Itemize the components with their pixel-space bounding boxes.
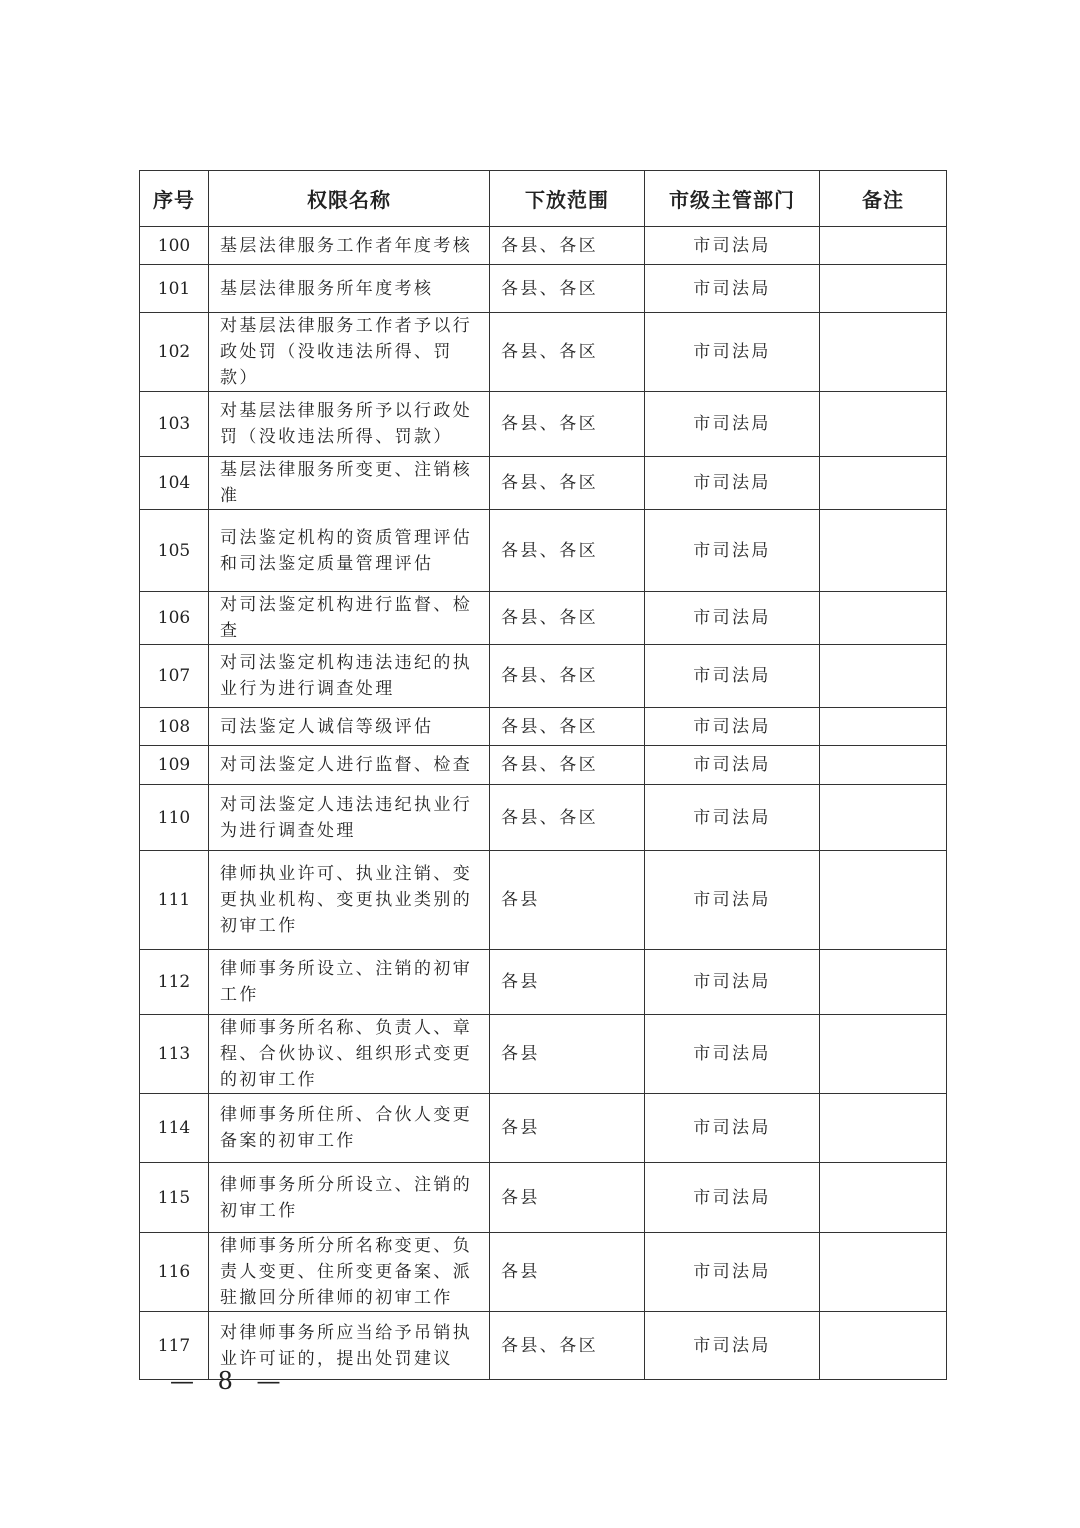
row-number: 109 [140,746,209,785]
header-supervising-department: 市级主管部门 [645,171,820,227]
header-serial-number: 序号 [140,171,209,227]
table-row [140,392,947,457]
row-number: 103 [140,392,209,457]
authority-name: 基层法律服务所年度考核 [209,265,490,313]
authority-name: 对司法鉴定人进行监督、检查 [209,746,490,785]
row-number: 115 [140,1163,209,1233]
delegation-scope: 各县 [490,851,645,950]
supervising-department: 市司法局 [645,1094,820,1163]
table-row [140,457,947,510]
table-row [140,592,947,645]
row-number: 116 [140,1233,209,1312]
table-row [140,645,947,708]
delegation-scope: 各县 [490,1015,645,1094]
row-number: 107 [140,645,209,708]
supervising-department: 市司法局 [645,592,820,645]
remarks [820,1233,947,1312]
remarks [820,785,947,851]
table-row [140,1015,947,1094]
remarks [820,851,947,950]
header-remarks: 备注 [820,171,947,227]
remarks [820,510,947,592]
supervising-department: 市司法局 [645,1312,820,1380]
table-row [140,851,947,950]
delegation-scope: 各县、各区 [490,645,645,708]
row-number: 113 [140,1015,209,1094]
delegation-scope: 各县 [490,950,645,1015]
remarks [820,457,947,510]
authority-name: 律师执业许可、执业注销、变更执业机构、变更执业类别的初审工作 [209,851,490,950]
table-row [140,1163,947,1233]
authority-table [139,170,947,1380]
row-number: 105 [140,510,209,592]
remarks [820,1015,947,1094]
authority-name: 律师事务所分所设立、注销的初审工作 [209,1163,490,1233]
authority-name: 对基层法律服务工作者予以行政处罚（没收违法所得、罚款） [209,313,490,392]
header-authority-name: 权限名称 [209,171,490,227]
authority-name: 律师事务所住所、合伙人变更备案的初审工作 [209,1094,490,1163]
supervising-department: 市司法局 [645,708,820,746]
remarks [820,392,947,457]
table-row [140,227,947,265]
supervising-department: 市司法局 [645,227,820,265]
row-number: 108 [140,708,209,746]
supervising-department: 市司法局 [645,645,820,708]
supervising-department: 市司法局 [645,265,820,313]
supervising-department: 市司法局 [645,457,820,510]
delegation-scope: 各县、各区 [490,457,645,510]
table-row [140,1233,947,1312]
delegation-scope: 各县、各区 [490,592,645,645]
authority-name: 律师事务所分所名称变更、负责人变更、住所变更备案、派驻撤回分所律师的初审工作 [209,1233,490,1312]
header-delegation-scope: 下放范围 [490,171,645,227]
supervising-department: 市司法局 [645,1163,820,1233]
page-number: — 8 — [170,1367,289,1395]
row-number: 110 [140,785,209,851]
remarks [820,592,947,645]
row-number: 102 [140,313,209,392]
table-row [140,785,947,851]
authority-name: 律师事务所设立、注销的初审工作 [209,950,490,1015]
delegation-scope: 各县、各区 [490,392,645,457]
delegation-scope: 各县 [490,1233,645,1312]
remarks [820,746,947,785]
row-number: 104 [140,457,209,510]
row-number: 117 [140,1312,209,1380]
row-number: 100 [140,227,209,265]
table-row [140,746,947,785]
remarks [820,1094,947,1163]
authority-name: 对司法鉴定人违法违纪执业行为进行调查处理 [209,785,490,851]
supervising-department: 市司法局 [645,313,820,392]
delegation-scope: 各县、各区 [490,313,645,392]
delegation-scope: 各县、各区 [490,227,645,265]
remarks [820,645,947,708]
delegation-scope: 各县、各区 [490,785,645,851]
supervising-department: 市司法局 [645,851,820,950]
authority-name: 律师事务所名称、负责人、章程、合伙协议、组织形式变更的初审工作 [209,1015,490,1094]
delegation-scope: 各县、各区 [490,510,645,592]
authority-name: 对司法鉴定机构进行监督、检查 [209,592,490,645]
remarks [820,950,947,1015]
table-row [140,510,947,592]
table-row [140,265,947,313]
authority-name: 司法鉴定人诚信等级评估 [209,708,490,746]
remarks [820,708,947,746]
supervising-department: 市司法局 [645,392,820,457]
remarks [820,265,947,313]
remarks [820,1163,947,1233]
supervising-department: 市司法局 [645,510,820,592]
table-row [140,313,947,392]
remarks [820,1312,947,1380]
table-row [140,950,947,1015]
supervising-department: 市司法局 [645,1233,820,1312]
supervising-department: 市司法局 [645,1015,820,1094]
table-header-row [140,171,947,227]
delegation-scope: 各县、各区 [490,746,645,785]
authority-name: 司法鉴定机构的资质管理评估和司法鉴定质量管理评估 [209,510,490,592]
authority-name: 基层法律服务工作者年度考核 [209,227,490,265]
delegation-scope: 各县、各区 [490,265,645,313]
table-row [140,1094,947,1163]
supervising-department: 市司法局 [645,746,820,785]
supervising-department: 市司法局 [645,950,820,1015]
row-number: 114 [140,1094,209,1163]
supervising-department: 市司法局 [645,785,820,851]
row-number: 101 [140,265,209,313]
row-number: 112 [140,950,209,1015]
authority-name: 对律师事务所应当给予吊销执业许可证的，提出处罚建议 [209,1312,490,1380]
row-number: 111 [140,851,209,950]
delegation-scope: 各县、各区 [490,1312,645,1380]
remarks [820,227,947,265]
authority-name: 基层法律服务所变更、注销核准 [209,457,490,510]
delegation-scope: 各县、各区 [490,708,645,746]
delegation-scope: 各县 [490,1094,645,1163]
remarks [820,313,947,392]
table-row [140,708,947,746]
authority-name: 对基层法律服务所予以行政处罚（没收违法所得、罚款） [209,392,490,457]
authority-name: 对司法鉴定机构违法违纪的执业行为进行调查处理 [209,645,490,708]
row-number: 106 [140,592,209,645]
delegation-scope: 各县 [490,1163,645,1233]
